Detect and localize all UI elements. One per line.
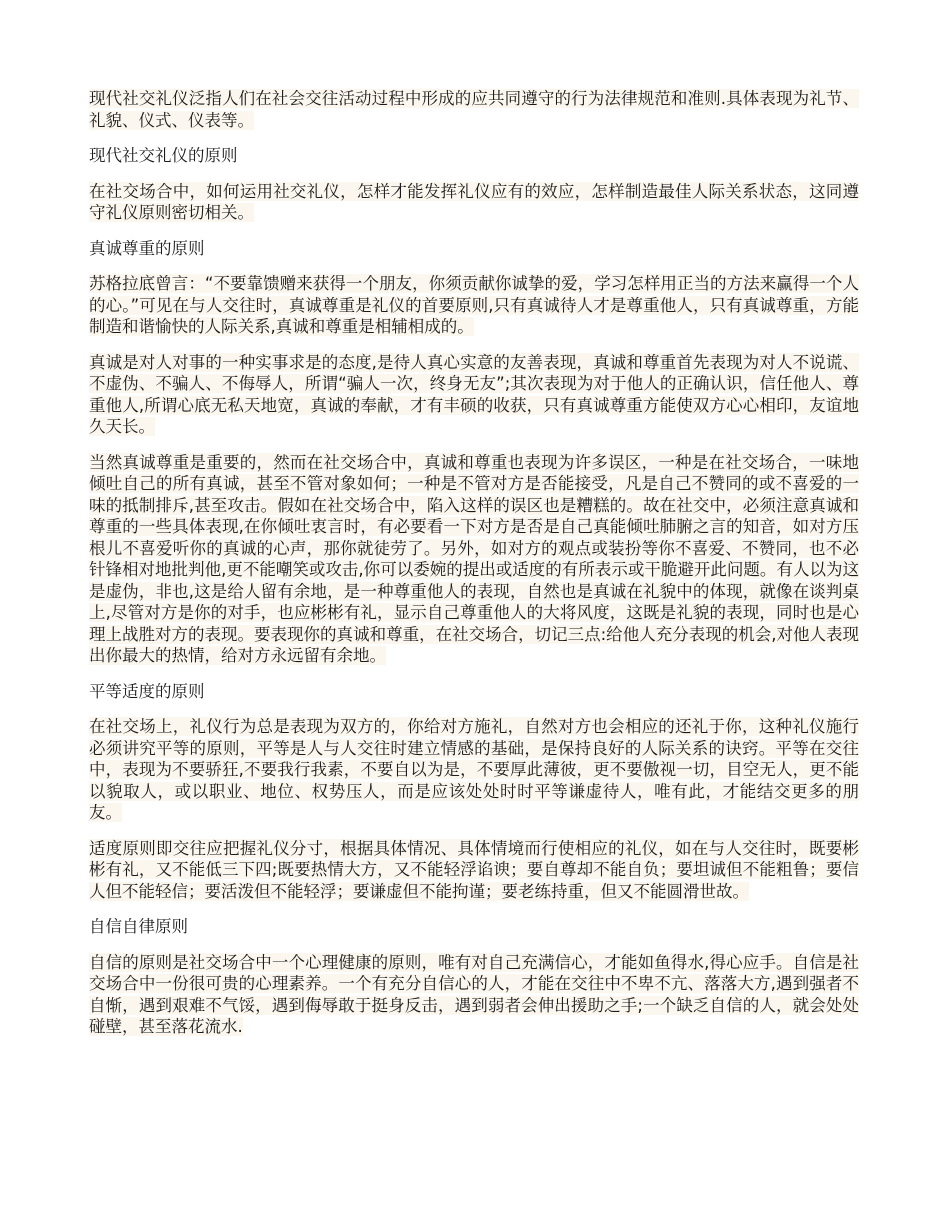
equality-paragraph-1: 在社交场上，礼仪行为总是表现为双方的，你给对方施礼，自然对方也会相应的还礼于你，这种礼仪施行必须讲究平等的原则，平等是人与人交往时建立情感的基础，是保持良好的人际关系的诀窍。平等在交往中，表现为不要骄狂,不要我行我素，不要自以为是，不要厚此薄彼，更不要傲视一切，目空无人，更不能以貌取人，或以职业、地位、权势压人，而是应该处处时时平等谦虚待人，唯有此，才能结交更多的朋友。	[89, 717, 859, 822]
equality-paragraph-2: 适度原则即交往应把握礼仪分寸，根据具体情况、具体情境而行使相应的礼仪，如在与人交往时，既要彬彬有礼，又不能低三下四;既要热情大方，又不能轻浮谄谀；要自尊却不能自负；要坦诚但不能粗鲁；要信人但不能轻信；要活泼但不能轻浮；要谦虚但不能拘谨；要老练持重，但又不能圆滑世故。	[89, 838, 859, 901]
principles-paragraph: 在社交场合中，如何运用社交礼仪，怎样才能发挥礼仪应有的效应，怎样制造最佳人际关系状态，这同遵守礼仪原则密切相关。	[89, 181, 859, 222]
document-body	[89, 88, 859, 1052]
sincerity-paragraph-1: 苏格拉底曾言：“不要靠馈赠来获得一个朋友，你须贡献你诚挚的爱，学习怎样用正当的方法来赢得一个人的心。”可见在与人交往时，真诚尊重是礼仪的首要原则,只有真诚待人才是尊重他人，只有真诚尊重，方能制造和谐愉快的人际关系,真诚和尊重是相辅相成的。	[89, 274, 859, 336]
section-heading-equality: 平等适度的原则	[89, 681, 205, 701]
section-heading-principles: 现代社交礼仪的原则	[89, 146, 238, 165]
sincerity-paragraph-2: 真诚是对人对事的一种实事求是的态度,是待人真心实意的友善表现，真诚和尊重首先表现为对人不说谎、不虚伪、不骗人、不侮辱人，所谓“骗人一次，终身无友”;其次表现为对于他人的正确认识，信任他人、尊重他人,所谓心底无私天地宽，真诚的奉献，才有丰硕的收获，只有真诚尊重方能使双方心心相印，友谊地久天长。	[89, 352, 859, 436]
sincerity-paragraph-3: 当然真诚尊重是重要的，然而在社交场合中，真诚和尊重也表现为许多误区，一种是在社交场合，一味地倾吐自己的所有真诚，甚至不管对象如何；一种是不管对方是否能接受，凡是自己不赞同的或不喜爱的一味的抵制排斥,甚至攻击。假如在社交场合中，陷入这样的误区也是糟糕的。故在社交中，必须注意真诚和尊重的一些具体表现,在你倾吐衷言时，有必要看一下对方是否是自己真能倾吐肺腑之言的知音，如对方压根儿不喜爱听你的真诚的心声，那你就徒劳了。另外，如对方的观点或装扮等你不喜爱、不赞同，也不必针锋相对地批判他,更不能嘲笑或攻击,你可以委婉的提出或适度的有所表示或干脆避开此问题。有人以为这是虚伪，非也,这是给人留有余地，是一种尊重他人的表现，自然也是真诚在礼貌中的体现，就像在谈判桌上,尽管对方是你的对手，也应彬彬有礼，显示自己尊重他人的大将风度，这既是礼貌的表现，同时也是心理上战胜对方的表现。要表现你的真诚和尊重，在社交场合，切记三点:给他人充分表现的机会,对他人表现出你最大的热情，给对方永远留有余地。	[89, 452, 859, 665]
intro-paragraph: 现代社交礼仪泛指人们在社会交往活动过程中形成的应共同遵守的行为法律规范和准则.具体表现为礼节、礼貌、仪式、仪表等。	[89, 89, 859, 130]
section-heading-confidence: 自信自律原则	[89, 917, 188, 936]
confidence-paragraph: 自信的原则是社交场合中一个心理健康的原则，唯有对自己充满信心，才能如鱼得水,得心应手。自信是社交场合中一份很可贵的心理素养。一个有充分自信心的人，才能在交往中不卑不亢、落落大方,遇到强者不自惭，遇到艰难不气馁，遇到侮辱敢于挺身反击，遇到弱者会伸出援助之手;一个缺乏自信的人，就会处处碰壁，甚至落花流水.	[89, 952, 859, 1036]
section-heading-sincerity: 真诚尊重的原则	[89, 238, 205, 258]
